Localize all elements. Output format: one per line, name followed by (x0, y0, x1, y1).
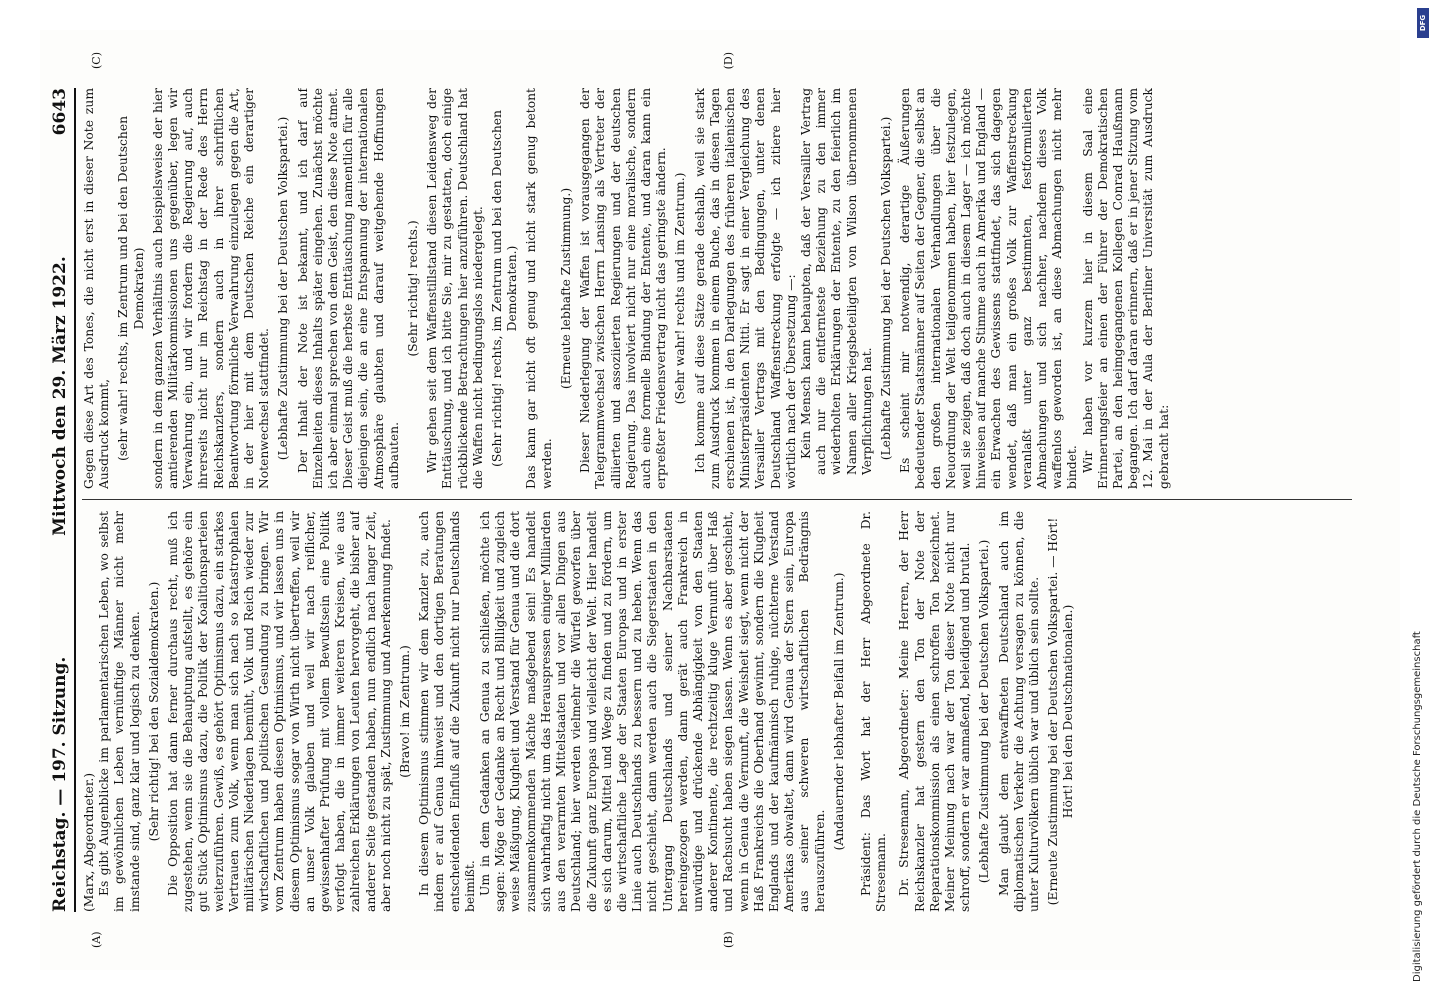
margin-letter-d: (D) (722, 52, 735, 70)
paragraph: Das kann gar nicht oft genug und nicht stark genug betont werden. (524, 88, 554, 489)
margin-letter-a: (A) (90, 931, 103, 948)
interjection: (Lebhafte Zustimmung bei der Deutschen Volkspartei.) (276, 116, 291, 461)
paragraph: Man glaubt dem entwaffneten Deutschland auch im diplomatischen Verkehr die Achtung versagen zu können, die unter Kulturvölkern üblich war und üblich sein sollte. (996, 511, 1041, 912)
running-head (50, 88, 76, 912)
paragraph: Die Opposition hat dann ferner durchaus recht, muß ich zugestehen, wenn sie die Behauptung aufstellt, es gehöre ein gut Stück Optimismus dazu, die Politik der Koalitionsparteien weiterzuführen. Gewiß, es gehört Optimismus dazu, ein starkes Vertrauen zum Volk, wenn man sich nach so katastrophalen militärischen Niederlagen bemüht, Volk und Reich wieder zur wirtschaftlichen und politischen Gesundung zu bringen. Wir vom Zentrum haben diesen Optimismus, und wir lassen uns in diesem Optimismus sogar von Wirth nicht übertreffen, weil wir an unser Volk glauben und weil wir nach reiflicher, gewissenhafter Prüfung mit vollem Bewußtsein eine Politik verfolgt haben, die in immer weiteren Kreisen, wie aus zahlreichen Erklärungen von Leuten hervorgeht, die bisher auf anderer Seite gestanden haben, nun endlich nach langer Zeit, aber noch nicht zu spät, Zustimmung und Anerkennung findet. (166, 511, 393, 912)
margin-letter-c: (C) (90, 52, 103, 69)
right-column (82, 88, 1352, 489)
quotation: Kein Mensch kann behaupten, daß der Versailler Vertrag auch nur die entfernteste Beziehung zu den immer wiederholten Erklärungen der Entente, zu den feierlich im Namen aller Kriegsbeteiligten von Wilson übernommenen Verpflichtungen hat. (798, 88, 874, 475)
paragraph: Es scheint mir notwendig, derartige Äußerungen bedeutender Staatsmänner auf Seiten der Gegner, die selbst an den großen internationalen Verhandlungen über die Neuordnung der Welt teilgenommen haben, hier festzulegen, weil sie zeigen, daß doch auch in diesem Lager — ich möchte hinweisen auf manche Stimme auch in Amerika und England — ein Erwachen des Gewissens stattfindet, das sich dagegen wendet, daß man ein großes Volk zur Waffenstreckung veranlaßt unter ganz bestimmten, festformulierten Abmachungen und sich nachher, nachdem dieses Volk waffenlos geworden ist, an diese Abmachungen nicht mehr bindet. (898, 88, 1080, 489)
paragraph: Gegen diese Art des Tones, die nicht erst in dieser Note zum Ausdruck kommt, (82, 88, 112, 489)
header-date: Mittwoch den 29. März 1922. (50, 256, 70, 536)
paragraph: Es gibt Augenblicke im parlamentarischen Leben, wo selbst im gewöhnlichen Leben vernünftige Männer nicht mehr imstande sind, ganz klar und logisch zu denken. (97, 511, 142, 912)
interjection: (Andauernder lebhafter Beifall im Zentrum.) (831, 572, 846, 851)
header-page-number: 6643 (50, 88, 70, 136)
rotated-document-page (40, 30, 1400, 970)
interjection: (Lebhafte Zustimmung bei der Deutschen Volkspartei.) (977, 539, 992, 884)
interjection: (Sehr wahr! rechts und im Zentrum.) (673, 172, 688, 405)
interjection: (Erneute lebhafte Zustimmung.) (558, 187, 573, 390)
paragraph: Der Inhalt der Note ist bekannt, und ich darf auf Einzelheiten dieses Inhalts später eingehen. Zunächst möchte ich aber einmal sprechen von dem Geist, den diese Note atmet. Dieser Geist muß die herbste Enttäuschung namentlich für alle diejenigen sein, die an eine Entspannung der internationalen Atmosphäre glaubten und darauf weitgehende Hoffnungen aufbauten. (295, 88, 401, 489)
interjection: (sehr wahr! rechts, im Zentrum und bei den Deutschen Demokraten) (116, 115, 146, 462)
dfg-logo: DFG (1417, 8, 1429, 38)
paragraph: sondern in dem ganzen Verhältnis auch beispielsweise der hier amtierenden Militärkommissionen uns gegenüber, legen wir Verwahrung ein, und wir fordern die Regierung auf, auch ihrerseits nicht nur im Reichstag in der Rede des Herrn Reichskanzlers, sondern auch in ihrer schriftlichen Beantwortung förmliche Verwahrung einzulegen gegen die Art, in der hier mit dem Deutschen Reiche ein derartiger Notenwechsel stattfindet. (150, 88, 272, 489)
interjection: (Sehr richtig! bei den Sozialdemokraten.) (146, 581, 161, 842)
paragraph: Dr. Stresemann, Abgeordneter: Meine Herren, der Herr Reichskanzler hat gestern den Ton der Note der Reparationskommission als einen schroffen Ton bezeichnet. Meiner Meinung nach war der Ton dieser Note nicht nur schroff, sondern er war anmaßend, beleidigend und brutal. (897, 511, 973, 912)
column-divider (82, 499, 1352, 500)
header-session: Reichstag. — 197. Sitzung. (50, 656, 70, 912)
president-remark: Präsident: Das Wort hat der Herr Abgeordnete Dr. Stresemann. (858, 511, 889, 912)
speaker-tag: (Marx, Abgeordneter.) (82, 772, 96, 912)
paragraph: Ich komme auf diese Sätze gerade deshalb, weil sie stark zum Ausdruck kommen in einem Buche, das in diesen Tagen erschienen ist, in den Darlegungen des früheren italienischen Ministerpräsidenten Nitti. Er sagt in einer Vergleichung des Versailler Vertrags mit den Bedingungen, unter denen Deutschland Waffenstreckung erfolgte — ich zitiere hier wörtlich nach der Übersetzung —: (692, 88, 798, 489)
margin-letter-b: (B) (722, 931, 735, 948)
paragraph: Um in dem Gedanken an Genua zu schließen, möchte ich sagen: Möge der Gedanke an Recht und Billigkeit und zugleich weise Mäßigung, Klugheit und Verstand für Genua und die dort zusammenkommenden Mächte maßgebend sein! Es handelt sich wahrhaftig nicht um das Herauspressen einiger Milliarden aus den verarmten Mittelstaaten und vor allen Dingen aus Deutschland; hier werden vielmehr die Würfel geworfen über die Zukunft ganz Europas und vielleicht der Welt. Hier handelt es sich darum, Mittel und Wege zu finden und zu fördern, um die wirtschaftliche Lage der Staaten Europas und in erster Linie auch Deutschlands zu bessern und zu heben. Wenn das nicht geschieht, dann werden auch die Siegerstaaten in den Untergang Deutschlands und seiner Nachbarstaaten hereingezogen werden, dann gerät auch Frankreich in unwürdige und drückende Abhängigkeit von den Staaten anderer Kontinente, die rechtzeitig kluge Vernunft über Haß und Rachsucht haben siegen lassen. Wenn es aber geschieht, wenn in Genua die Vernunft, die Weisheit siegt, wenn nicht der Haß Frankreichs die Oberhand gewinnt, sondern die Klugheit Englands und der kaufmännisch ruhige, nüchterne Verstand Amerikas obwaltet, dann wird Genua der Stern sein, Europa aus seiner schweren wirtschaftlichen Bedrängnis herauszuführen. (478, 511, 827, 912)
interjection: (Lebhafte Zustimmung bei der Deutschen Volkspartei.) (878, 116, 893, 461)
paragraph: In diesem Optimismus stimmen wir dem Kanzler zu, auch indem er auf Genua hinweist und den dortigen Beratungen entscheidenden Einfluß auf die Zukunft nicht nur Deutschlands beimißt. (417, 511, 477, 912)
paragraph: Dieser Niederlegung der Waffen ist vorausgegangen der Telegrammwechsel zwischen Herrn Lansing als Vertreter der alliierten und assoziierten Regierungen und der deutschen Regierung. Das involviert nicht nur eine moralische, sondern auch eine formelle Bindung der Entente, und daran kann ein erpreßter Friedensvertrag nicht das geringste ändern. (578, 88, 669, 489)
interjection: (Sehr richtig! rechts.) (406, 220, 421, 357)
left-column (82, 511, 1352, 912)
interjection: (Sehr richtig! rechts, im Zentrum und bei den Deutschen Demokraten.) (490, 110, 520, 467)
paragraph: Wir haben vor kurzem hier in diesem Saal eine Erinnerungsfeier an einen der Führer der Demokratischen Partei, an den heimgegangenen Kollegen Conrad Haußmann begangen. Ich darf daran erinnern, daß er in jener Sitzung vom 12. Mai in der Aula der Berliner Universität zum Ausdruck gebracht hat: (1080, 88, 1171, 489)
paragraph: Wir gehen seit dem Waffenstillstand diesen Leidensweg der Enttäuschung, und ich bitte Sie, mir zu gestatten, doch einige rückblickende Betrachtungen hier anzuführen. Deutschland hat die Waffen nicht bedingungslos niedergelegt. (425, 88, 485, 489)
text-columns (82, 48, 1352, 952)
digitization-credit: Digitalisierung gefördert durch die Deutsche Forschungsgemeinschaft (1412, 631, 1423, 982)
interjection: (Bravo! im Zentrum.) (398, 645, 413, 778)
interjection: (Erneute Zustimmung bei der Deutschen Volkspartei. — Hört! Hört! bei den Deutschnationalen.) (1046, 517, 1076, 906)
